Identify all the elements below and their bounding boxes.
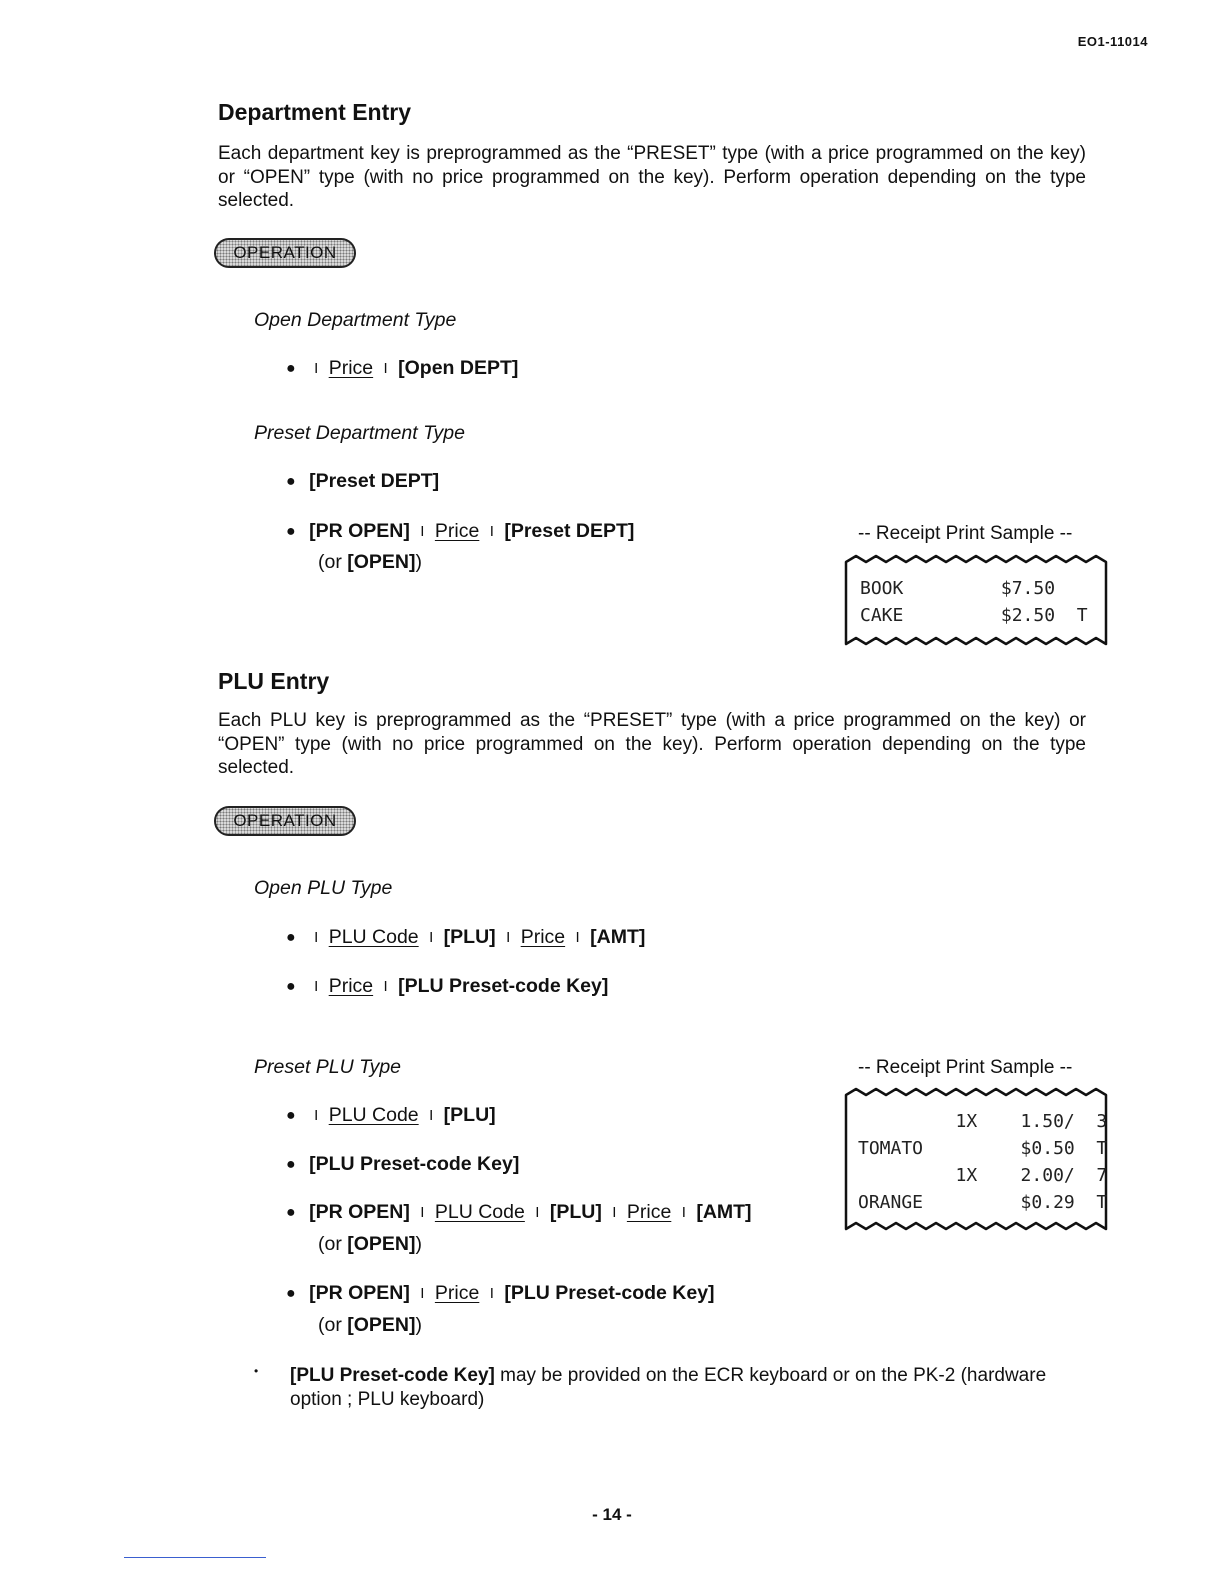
receipt-line: ORANGE $0.29 T [858,1192,1108,1213]
separator: I [506,929,511,946]
receipt-paper-outline [842,1085,1112,1237]
bullet-icon: ● [286,1204,296,1221]
separator: I [681,1204,686,1221]
receipt-sample-title: -- Receipt Print Sample -- [858,1057,1073,1078]
open-plu-type-heading: Open PLU Type [254,877,393,899]
receipt-paper-outline [842,552,1112,652]
operation-badge [214,806,356,836]
open-plu-step-2 [286,975,608,998]
preset-department-step-1 [286,470,439,493]
footnote-marker: • [254,1364,259,1378]
plu-code-entry: PLU Code [328,1104,419,1126]
price-entry: Price [434,1282,480,1304]
separator: I [420,523,425,540]
pr-open-key: [PR OPEN] [309,1201,410,1223]
separator: I [314,929,319,946]
bullet-icon: ● [286,523,296,540]
bullet-icon: ● [286,473,296,490]
footnote-text: may be provided on the ECR keyboard or on the PK-2 (hardware option ; PLU keyboard) [290,1365,1047,1410]
plu-preset-code-key: [PLU Preset-code Key] [290,1365,495,1386]
separator: I [420,1285,425,1302]
preset-dept-key: [Preset DEPT] [504,520,635,542]
preset-plu-step-2 [286,1153,519,1176]
price-entry: Price [434,520,480,542]
open-key: [OPEN] [347,551,416,573]
bottom-rule [124,1557,266,1558]
plu-receipt-sample [842,1085,1112,1237]
plu-code-entry: PLU Code [328,926,419,948]
department-entry-paragraph: Each department key is preprogrammed as the “PRESET” type (with a price programmed on the key) or “OPEN” type (with no price programmed on the key). Perform operation depending on the type selected. [218,143,1086,211]
department-receipt-sample [842,552,1112,652]
price-entry: Price [626,1201,672,1223]
preset-plu-type-heading: Preset PLU Type [254,1056,402,1078]
or-suffix: ) [415,1233,422,1255]
preset-plu-step-1 [286,1104,496,1127]
operation-badge-label: OPERATION [233,243,337,262]
separator: I [383,360,388,377]
receipt-line: 1X 1.50/ 3 [858,1111,1108,1132]
separator: I [314,1107,319,1124]
preset-department-type-heading: Preset Department Type [254,422,465,444]
or-prefix: (or [318,1314,348,1336]
open-department-step [286,357,518,380]
separator: I [314,360,319,377]
open-dept-key: [Open DEPT] [398,357,519,379]
preset-plu-step-4 [286,1282,715,1305]
or-prefix: (or [318,1233,348,1255]
plu-preset-code-key: [PLU Preset-code Key] [309,1153,520,1175]
plu-entry-paragraph: Each PLU key is preprogrammed as the “PRESET” type (with a price programmed on the key) or “OPEN” type (with no price programmed on the key). Perform operation depending on the type selected. [218,710,1086,778]
price-entry: Price [328,975,374,997]
plu-key: [PLU] [443,926,496,948]
or-prefix: (or [318,551,348,573]
separator: I [383,978,388,995]
receipt-line: 1X 2.00/ 7 [858,1165,1108,1186]
preset-dept-key: [Preset DEPT] [309,470,440,492]
separator: I [612,1204,617,1221]
operation-badge [214,238,356,268]
receipt-sample-title: -- Receipt Print Sample -- [858,523,1073,544]
plu-code-entry: PLU Code [434,1201,525,1223]
operation-badge-label: OPERATION [233,811,337,830]
or-open-note [318,551,422,574]
page-number: - 14 - [592,1505,632,1524]
pr-open-key: [PR OPEN] [309,1282,410,1304]
open-key: [OPEN] [347,1314,416,1336]
footnote [290,1364,1050,1412]
or-open-note [318,1314,422,1337]
or-open-note [318,1233,422,1256]
separator: I [575,929,580,946]
amt-key: [AMT] [590,926,646,948]
amt-key: [AMT] [696,1201,752,1223]
plu-entry-title: PLU Entry [218,668,330,694]
plu-preset-code-key: [PLU Preset-code Key] [398,975,609,997]
plu-preset-code-key: [PLU Preset-code Key] [504,1282,715,1304]
plu-key: [PLU] [549,1201,602,1223]
separator: I [314,978,319,995]
separator: I [420,1204,425,1221]
document-code: EO1-11014 [1077,34,1148,49]
open-department-type-heading: Open Department Type [254,309,457,331]
plu-key: [PLU] [443,1104,496,1126]
bullet-icon: ● [286,929,296,946]
open-plu-step-1 [286,926,645,949]
price-entry: Price [328,357,374,379]
separator: I [429,1107,434,1124]
bullet-icon: ● [286,360,296,377]
open-key: [OPEN] [347,1233,416,1255]
separator: I [489,1285,494,1302]
separator: I [429,929,434,946]
pr-open-key: [PR OPEN] [309,520,410,542]
receipt-line: TOMATO $0.50 T [858,1138,1108,1159]
or-suffix: ) [415,551,422,573]
or-suffix: ) [415,1314,422,1336]
department-entry-title: Department Entry [218,99,411,125]
price-entry: Price [520,926,566,948]
bullet-icon: ● [286,978,296,995]
preset-plu-step-3 [286,1201,752,1224]
receipt-line: CAKE $2.50 T [860,605,1088,626]
bullet-icon: ● [286,1285,296,1302]
receipt-line: BOOK $7.50 [860,578,1056,599]
bullet-icon: ● [286,1156,296,1173]
bullet-icon: ● [286,1107,296,1124]
separator: I [489,523,494,540]
preset-department-step-2 [286,520,634,543]
separator: I [535,1204,540,1221]
